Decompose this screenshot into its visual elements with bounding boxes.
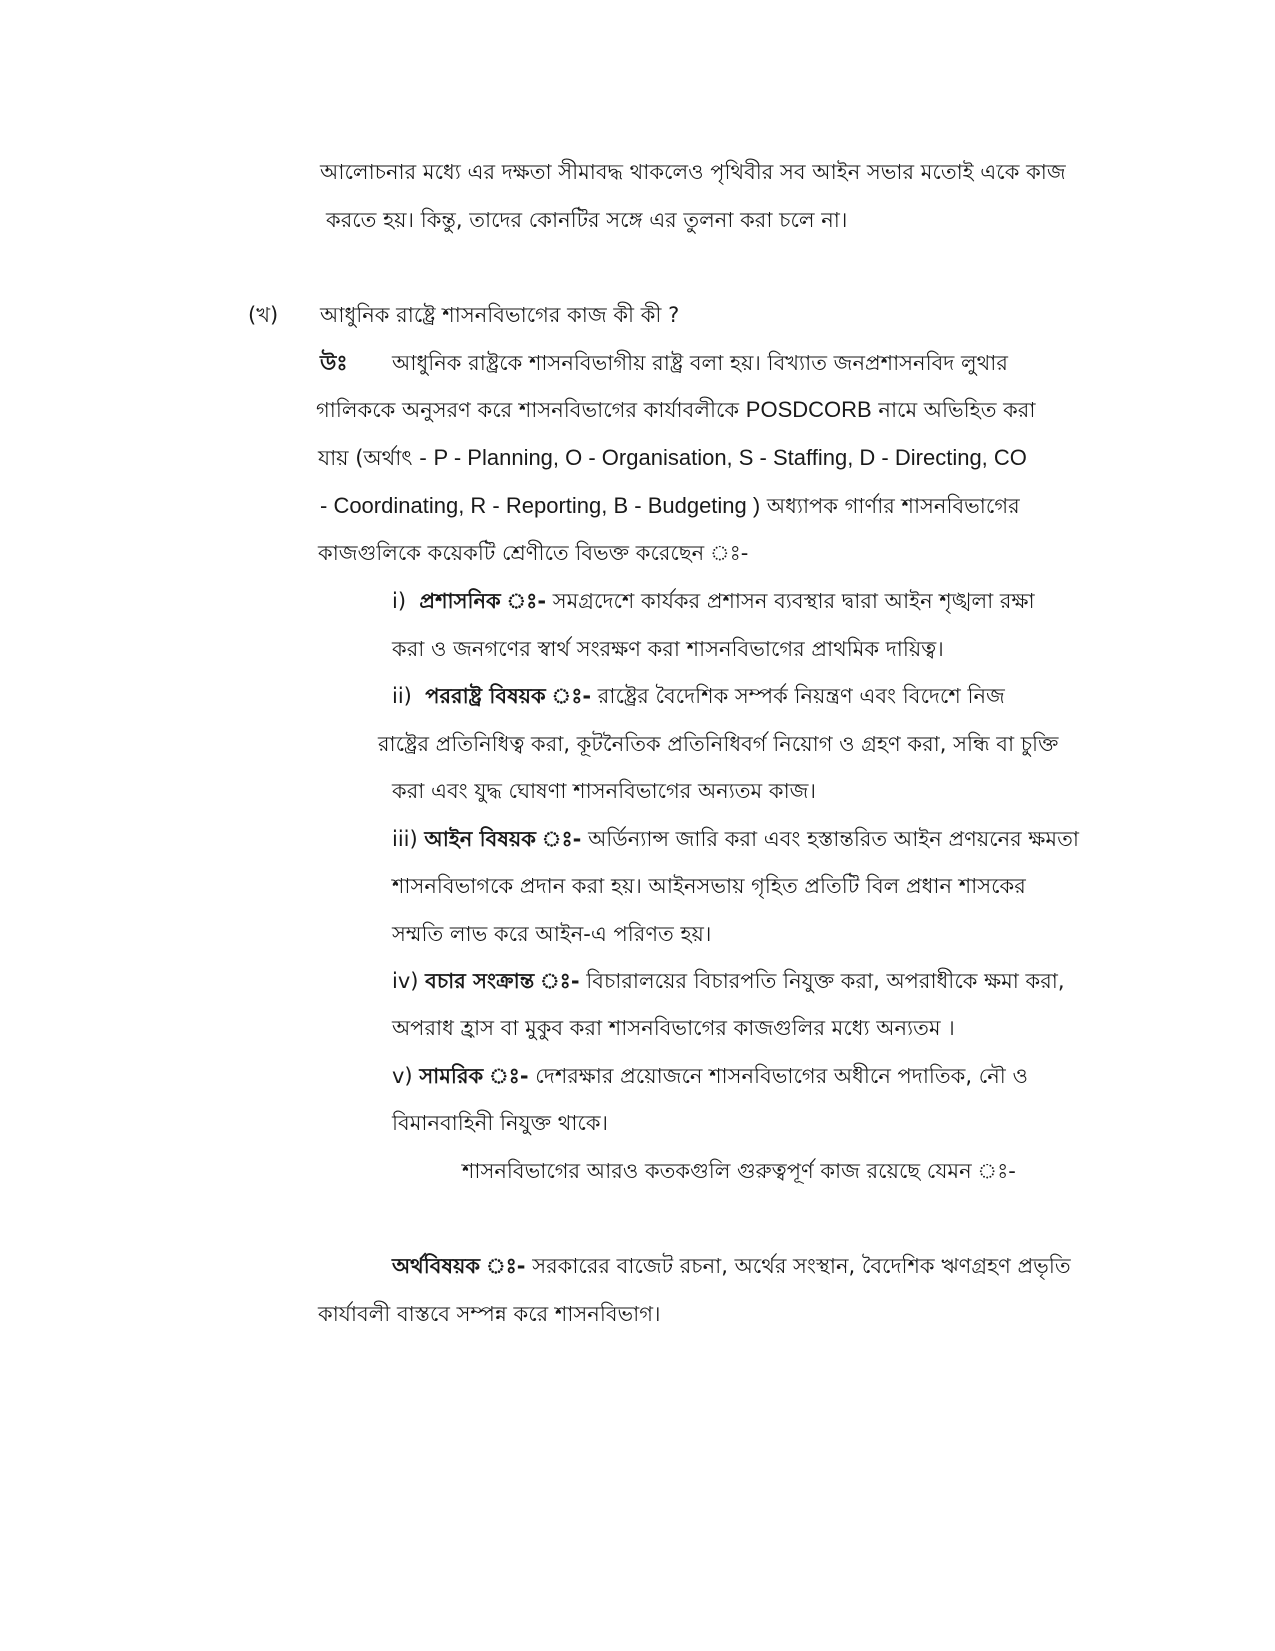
item-3-line-3: সম্মতি লাভ করে আইন-এ পরিণত হয়।	[392, 922, 712, 946]
item-3-line-2: শাসনবিভাগকে প্রদান করা হয়। আইনসভায় গৃহিত প্রতিটি বিল প্রধান শাসকের	[392, 874, 1026, 898]
posdcorb-expansion-1: P - Planning, O - Organisation, S - Staffing, D - Directing, CO	[433, 445, 1027, 470]
item-number: v)	[392, 1064, 413, 1088]
answer-line-4	[320, 492, 1020, 520]
item-2-line-2: রাষ্ট্রের প্রতিনিধিত্ব করা, কূটনৈতিক প্রতিনিধিবর্গ নিয়োগ ও গ্রহণ করা, সন্ধি বা চুক্তি	[378, 732, 1059, 756]
question-text: আধুনিক রাষ্ট্রে শাসনবিভাগের কাজ কী কী ?	[320, 303, 680, 327]
intro-line-1: আলোচনার মধ্যে এর দক্ষতা সীমাবদ্ধ থাকলেও পৃথিবীর সব আইন সভার মতোই একে কাজ	[320, 160, 1066, 184]
finance-title: অর্থবিষয়ক ঃ-	[392, 1254, 526, 1278]
item-number: i)	[392, 589, 407, 613]
item-text: সমগ্রদেশে কার্যকর প্রশাসন ব্যবস্থার দ্বারা আইন শৃঙ্খলা রক্ষা	[552, 589, 1035, 613]
item-number: ii)	[392, 684, 412, 708]
answer-line-2-text: গালিককে অনুসরণ করে শাসনবিভাগের কার্যাবলীকে	[316, 398, 740, 422]
answer-label: উঃ	[320, 351, 348, 375]
answer-line-3	[318, 444, 1027, 472]
item-text: বিচারালয়ের বিচারপতি নিযুক্ত করা, অপরাধীকে ক্ষমা করা,	[586, 969, 1065, 993]
intro-line-2: করতে হয়। কিন্তু, তাদের কোনটির সঙ্গে এর তুলনা করা চলে না।	[326, 208, 848, 232]
item-title: বচার সংক্রান্ত ঃ-	[425, 969, 580, 993]
answer-line-4-text: অধ্যাপক গার্ণার শাসনবিভাগের	[766, 494, 1020, 518]
list-item-4	[392, 967, 1065, 995]
answer-line-5: কাজগুলিকে কয়েকটি শ্রেণীতে বিভক্ত করেছেন ঃ-	[318, 541, 749, 565]
finance-text: সরকারের বাজেট রচনা, অর্থের সংস্থান, বৈদেশিক ঋণগ্রহণ প্রভৃতি	[532, 1254, 1071, 1278]
item-number: iii)	[392, 827, 418, 851]
item-2-line-3: করা এবং যুদ্ধ ঘোষণা শাসনবিভাগের অন্যতম কাজ।	[392, 779, 816, 803]
item-number: iv)	[392, 969, 419, 993]
item-5-line-2: বিমানবাহিনী নিযুক্ত থাকে।	[392, 1111, 609, 1135]
question-number: (খ)	[248, 303, 279, 327]
item-title: পররাষ্ট্র বিষয়ক ঃ-	[425, 684, 592, 708]
answer-line-2	[316, 396, 1035, 424]
posdcorb-expansion-2: - Coordinating, R - Reporting, B - Budgeting )	[320, 493, 761, 518]
item-text: দেশরক্ষার প্রয়োজনে শাসনবিভাগের অধীনে পদাতিক, নৌ ও	[535, 1064, 1028, 1088]
more-functions-heading: শাসনবিভাগের আরও কতকগুলি গুরুত্বপূর্ণ কাজ রয়েছে যেমন ঃ-	[462, 1159, 1016, 1183]
item-text: অর্ডিন্যান্স জারি করা এবং হস্তান্তরিত আইন প্রণয়নের ক্ষমতা	[588, 827, 1079, 851]
item-1-line-2: করা ও জনগণের স্বার্থ সংরক্ষণ করা শাসনবিভাগের প্রাথমিক দায়িত্ব।	[392, 637, 944, 661]
item-title: সামরিক ঃ-	[419, 1064, 529, 1088]
list-item-3	[392, 825, 1079, 853]
answer-line-1: আধুনিক রাষ্ট্রকে শাসনবিভাগীয় রাষ্ট্র বলা হয়। বিখ্যাত জনপ্রশাসনবিদ লুথার	[392, 351, 1008, 375]
answer-line-3-text: যায় (অর্থাৎ -	[318, 446, 427, 470]
list-item-1	[392, 587, 1035, 615]
item-4-line-2: অপরাধ হ্রাস বা মুকুব করা শাসনবিভাগের কাজগুলির মধ্যে অন্যতম ।	[392, 1016, 955, 1040]
answer-line-2-end: নামে অভিহিত করা	[878, 398, 1036, 422]
list-item-5	[392, 1062, 1028, 1090]
posdcorb-term: POSDCORB	[745, 397, 872, 422]
finance-line-1	[392, 1252, 1071, 1280]
item-text: রাষ্ট্রের বৈদেশিক সম্পর্ক নিয়ন্ত্রণ এবং বিদেশে নিজ	[597, 684, 1005, 708]
finance-line-2: কার্যাবলী বাস্তবে সম্পন্ন করে শাসনবিভাগ।	[318, 1302, 661, 1326]
item-title: আইন বিষয়ক ঃ-	[424, 827, 582, 851]
list-item-2	[392, 682, 1005, 710]
item-title: প্রশাসনিক ঃ-	[419, 589, 547, 613]
